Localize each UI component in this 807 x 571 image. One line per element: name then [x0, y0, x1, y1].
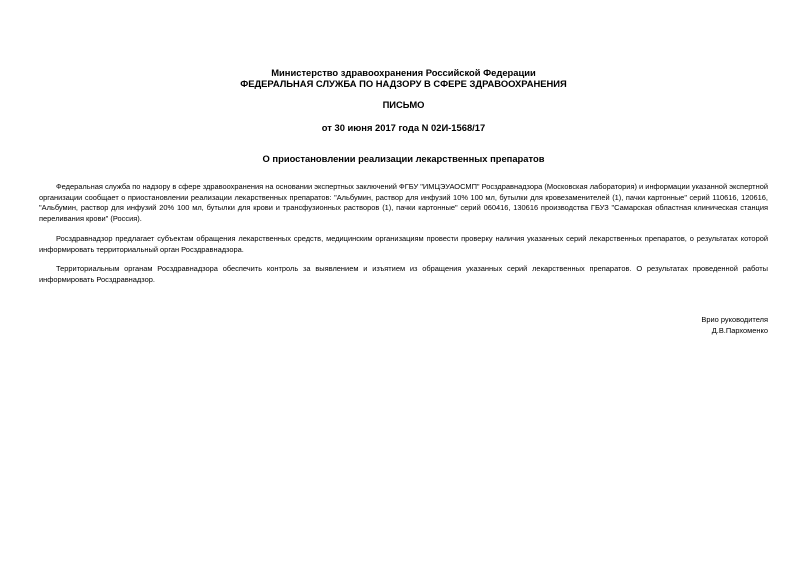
ministry-name: Министерство здравоохранения Российской Федерации — [271, 67, 536, 78]
signatory-position: Врио руководителя — [701, 315, 768, 324]
paragraph-text: Росздравнадзор предлагает субъектам обращения лекарственных средств, медицинским организациям провести проверку наличия указанных серий лекарственных препаратов, о результатах которой информировать территориальный орган Росздравнадзора. — [39, 234, 768, 254]
signatory-name: Д.В.Пархоменко — [711, 325, 768, 335]
document-type: ПИСЬМО — [382, 99, 425, 110]
paragraph-1 — [39, 182, 768, 224]
document-date-number: от 30 июня 2017 года N 02И-1568/17 — [321, 122, 486, 133]
document-header — [0, 67, 807, 89]
service-name: ФЕДЕРАЛЬНАЯ СЛУЖБА ПО НАДЗОРУ В СФЕРЕ ЗДРАВООХРАНЕНИЯ — [240, 78, 567, 89]
document-subject: О приостановлении реализации лекарственных препаратов — [262, 153, 545, 164]
paragraph-text: Федеральная служба по надзору в сфере здравоохранения на основании экспертных заключений ФГБУ "ИМЦЭУАОСМП" Росздравнадзора (Московская лаборатория) и информации указанной экспертной организации сообщает о приостановлении реализации лекарственных препаратов: "Альбумин, раствор для инфузий 10% 100 мл, бутылки для кровезаменителей (1), пачки картонные" серий 110616, 120616, "Альбумин, раствор для инфузий 20% 100 мл, бутылки для крови и трансфузионных растворов (1), пачки картонные" серий 060416, 130616 производства ГБУЗ "Самарская областная клиническая станция переливания крови" (Россия). — [39, 182, 768, 223]
paragraph-2 — [39, 234, 768, 255]
paragraph-text: Территориальным органам Росздравнадзора обеспечить контроль за выявлением и изъятием из обращения указанных серий лекарственных препаратов. О результатах проведенной работы информировать Росздравнадзор. — [39, 264, 768, 284]
paragraph-3 — [39, 264, 768, 285]
signature-block — [701, 315, 768, 336]
